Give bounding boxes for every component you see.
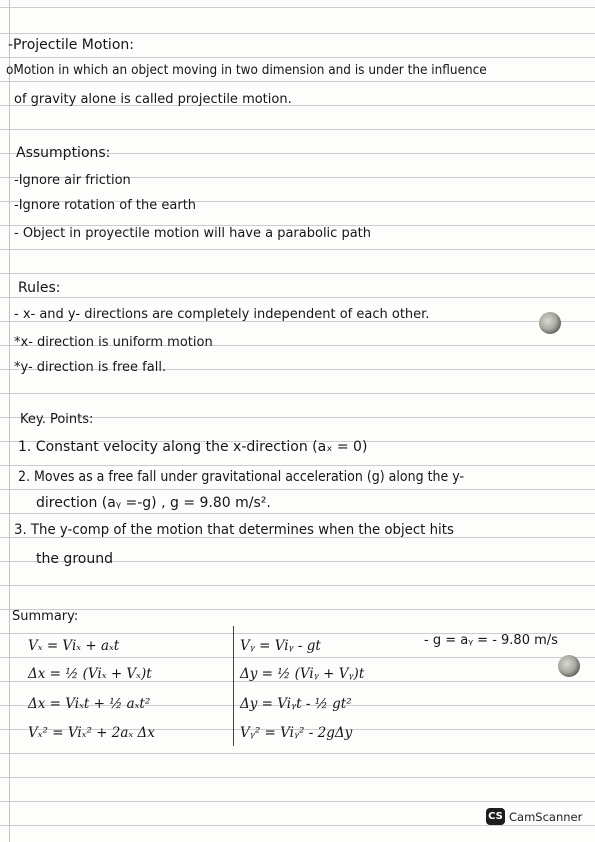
definition-line-1: oMotion in which an object moving in two dimension and is under the influence — [6, 63, 487, 78]
x-equation: Δx = Viₓt + ½ aₓt² — [28, 696, 151, 712]
rules-heading: Rules: — [18, 280, 61, 296]
definition-line-2: of gravity alone is called projectile motion. — [14, 92, 292, 107]
camscanner-logo-icon: CS — [486, 808, 505, 825]
key-point-item: direction (aᵧ =-g) , g = 9.80 m/s². — [36, 495, 271, 511]
y-equation: Vᵧ = Viᵧ - gt — [240, 638, 321, 654]
x-equation: Δx = ½ (Viₓ + Vₓ)t — [28, 666, 152, 682]
y-equation: Δy = Viᵧt - ½ gt² — [240, 696, 352, 712]
key-point-item: the ground — [36, 551, 113, 567]
margin-line — [9, 0, 10, 842]
key-point-item: 2. Moves as a free fall under gravitational acceleration (g) along the y- — [18, 469, 465, 485]
punch-hole-mark — [558, 655, 580, 677]
y-equation: Vᵧ² = Viᵧ² - 2gΔy — [240, 725, 353, 741]
rule-item: *x- direction is uniform motion — [14, 335, 213, 350]
key-point-item: 3. The y-comp of the motion that determines when the object hits — [14, 522, 454, 538]
punch-hole-mark — [539, 312, 561, 334]
summary-heading: Summary: — [12, 609, 79, 624]
summary-divider — [233, 626, 234, 746]
camscanner-label: CamScanner — [509, 809, 583, 824]
assumption-item: -Ignore air friction — [14, 173, 131, 188]
y-equation: Δy = ½ (Viᵧ + Vᵧ)t — [240, 666, 365, 682]
camscanner-watermark — [486, 808, 582, 825]
assumption-item: -Ignore rotation of the earth — [14, 198, 197, 213]
page-title: -Projectile Motion: — [8, 37, 134, 53]
rule-item: - x- and y- directions are completely independent of each other. — [14, 307, 430, 322]
x-equation: Vₓ² = Viₓ² + 2aₓ Δx — [28, 725, 155, 741]
assumption-item: - Object in proyectile motion will have a parabolic path — [14, 226, 372, 241]
key-points-heading: Key. Points: — [20, 412, 94, 427]
x-equation: Vₓ = Viₓ + aₓt — [28, 638, 120, 654]
gravity-note: - g = aᵧ = - 9.80 m/s — [424, 633, 558, 648]
key-point-item: 1. Constant velocity along the x-direction (aₓ = 0) — [18, 439, 368, 455]
assumptions-heading: Assumptions: — [16, 145, 111, 161]
rule-item: *y- direction is free fall. — [14, 360, 167, 375]
